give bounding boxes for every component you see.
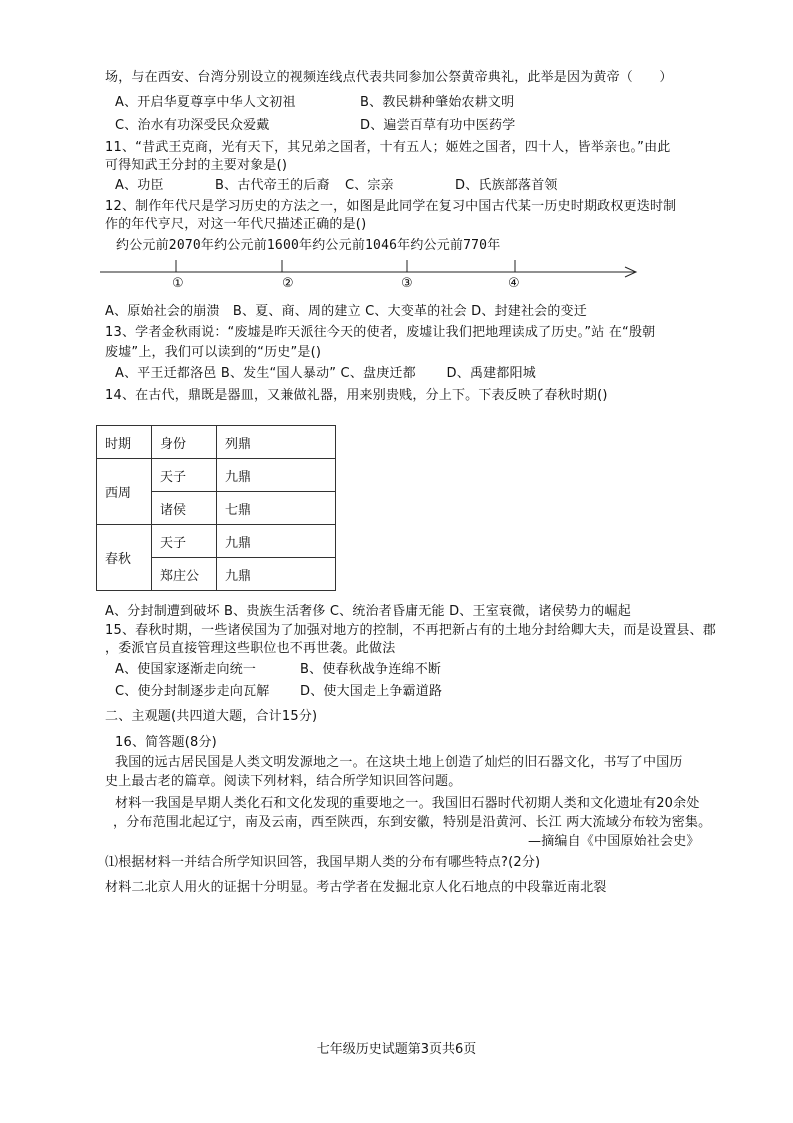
- table-row: [97, 525, 336, 558]
- page-footer: 七年级历史试题第3页共6页: [316, 1042, 477, 1057]
- material1-source: —摘编自《中国原始社会史》: [528, 834, 700, 849]
- table-header-row: [97, 426, 336, 459]
- ding-cell: 九鼎: [217, 525, 336, 558]
- q13-stem-line2: 废墟”上，我们可以读到的“历史”是(): [105, 345, 322, 360]
- timeline-mark-4: ④: [508, 276, 520, 291]
- q15-option-b: B、使春秋战争连绵不断: [300, 662, 442, 677]
- q10-option-a: A、开启华夏尊享中华人文初祖: [115, 95, 296, 110]
- q11-stem-line1: 11、“昔武王克商，光有天下，其兄弟之国者，十有五人；姬姓之国者，四十人，皆举亲也。”由此: [105, 140, 671, 155]
- q10-option-b: B、教民耕种肇始农耕文明: [360, 95, 515, 110]
- header-identity: 身份: [152, 426, 217, 459]
- timeline-mark-3: ③: [401, 276, 413, 291]
- q16-title: 16、简答题(8分): [115, 735, 217, 750]
- period-cell: 西周: [97, 459, 152, 525]
- q12-options: A、原始社会的崩溃 B、夏、商、周的建立 C、大变革的社会 D、封建社会的变迁: [105, 304, 587, 319]
- q11-option-a: A、功臣: [115, 178, 164, 193]
- material1-line2: ，分布范围北起辽宁，南及云南，西至陕西，东到安徽，特别是沿黄河、长江 两大流域分布较为密集。: [113, 815, 712, 830]
- timeline-mark-1: ①: [172, 276, 184, 291]
- q11-option-b: B、古代帝王的后裔: [215, 178, 330, 193]
- q15-option-c: C、使分封制逐步走向瓦解: [115, 684, 270, 699]
- q16-intro-line1: 我国的远古居民国是人类文明发源地之一。在这块土地上创造了灿烂的旧石器文化，书写了中国历: [115, 755, 683, 770]
- header-period: 时期: [97, 426, 152, 459]
- q14-stem: 14、在古代，鼎既是器皿，又兼做礼器，用来别贵贱，分上下。下表反映了春秋时期(): [105, 388, 608, 403]
- identity-cell: 天子: [152, 525, 217, 558]
- q10-option-c: C、治水有功深受民众爱戴: [115, 118, 270, 133]
- header-ding: 列鼎: [217, 426, 336, 459]
- identity-cell: 诸侯: [152, 492, 217, 525]
- q11-option-d: D、氏族部落首领: [455, 178, 558, 193]
- ding-cell: 七鼎: [217, 492, 336, 525]
- q16-intro-line2: 史上最古老的篇章。阅读下列材料，结合所学知识回答问题。: [105, 774, 462, 789]
- timeline-mark-2: ②: [282, 276, 294, 291]
- material1-line1: 材料一我国是早期人类化石和文化发现的重要地之一。我国旧石器时代初期人类和文化遗址有20余处: [115, 796, 700, 811]
- table-row: [97, 459, 336, 492]
- ding-cell: 九鼎: [217, 459, 336, 492]
- q15-stem-line2: ，委派官员直接管理这些职位也不再世袭。此做法: [105, 641, 396, 656]
- q14-options: A、分封制遭到破坏 B、贵族生活奢侈 C、统治者昏庸无能 D、王室衰微，诸侯势力的崛起: [105, 604, 631, 619]
- identity-cell: 郑庄公: [152, 558, 217, 591]
- q11-stem-line2: 可得知武王分封的主要对象是(): [105, 158, 288, 173]
- ding-table: [96, 425, 336, 591]
- q15-option-a: A、使国家逐渐走向统一: [115, 662, 257, 677]
- material2-line1: 材料二北京人用火的证据十分明显。考古学者在发掘北京人化石地点的中段靠近南北裂: [105, 880, 607, 895]
- ding-cell: 九鼎: [217, 558, 336, 591]
- q16-subquestion-1: ⑴根据材料一并结合所学知识回答，我国早期人类的分布有哪些特点?(2分): [105, 855, 541, 870]
- period-cell: 春秋: [97, 525, 152, 591]
- q12-stem-line1: 12、制作年代尺是学习历史的方法之一，如图是此同学在复习中国古代某一历史时期政权更迭时制: [105, 199, 677, 214]
- identity-cell: 天子: [152, 459, 217, 492]
- q15-option-d: D、使大国走上争霸道路: [300, 684, 443, 699]
- q12-stem-line2: 作的年代亨尺，对这一年代尺描述正确的是(): [105, 217, 367, 232]
- q10-stem: 场，与在西安、台湾分别设立的视频连线点代表共同参加公祭黄帝典礼，此举是因为黄帝（ ）: [105, 70, 673, 85]
- q11-option-c: C、宗亲: [345, 178, 394, 193]
- timeline-labels: 约公元前2070年约公元前1600年约公元前1046年约公元前770年: [116, 238, 501, 253]
- q15-stem-line1: 15、春秋时期，一些诸侯国为了加强对地方的控制，不再把新占有的土地分封给卿大夫，而是设置县、郡: [105, 623, 716, 638]
- q13-options: A、平王迁都洛邑 B、发生“国人暴动” C、盘庚迁都 D、禹建都阳城: [115, 366, 536, 381]
- q10-option-d: D、遍尝百草有功中医药学: [360, 118, 516, 133]
- section2-title: 二、主观题(共四道大题，合计15分): [105, 709, 318, 724]
- q13-stem-line1: 13、学者金秋雨说：“废墟是昨天派往今天的使者，废墟让我们把地理读成了历史。”站 在“殷朝: [105, 325, 656, 340]
